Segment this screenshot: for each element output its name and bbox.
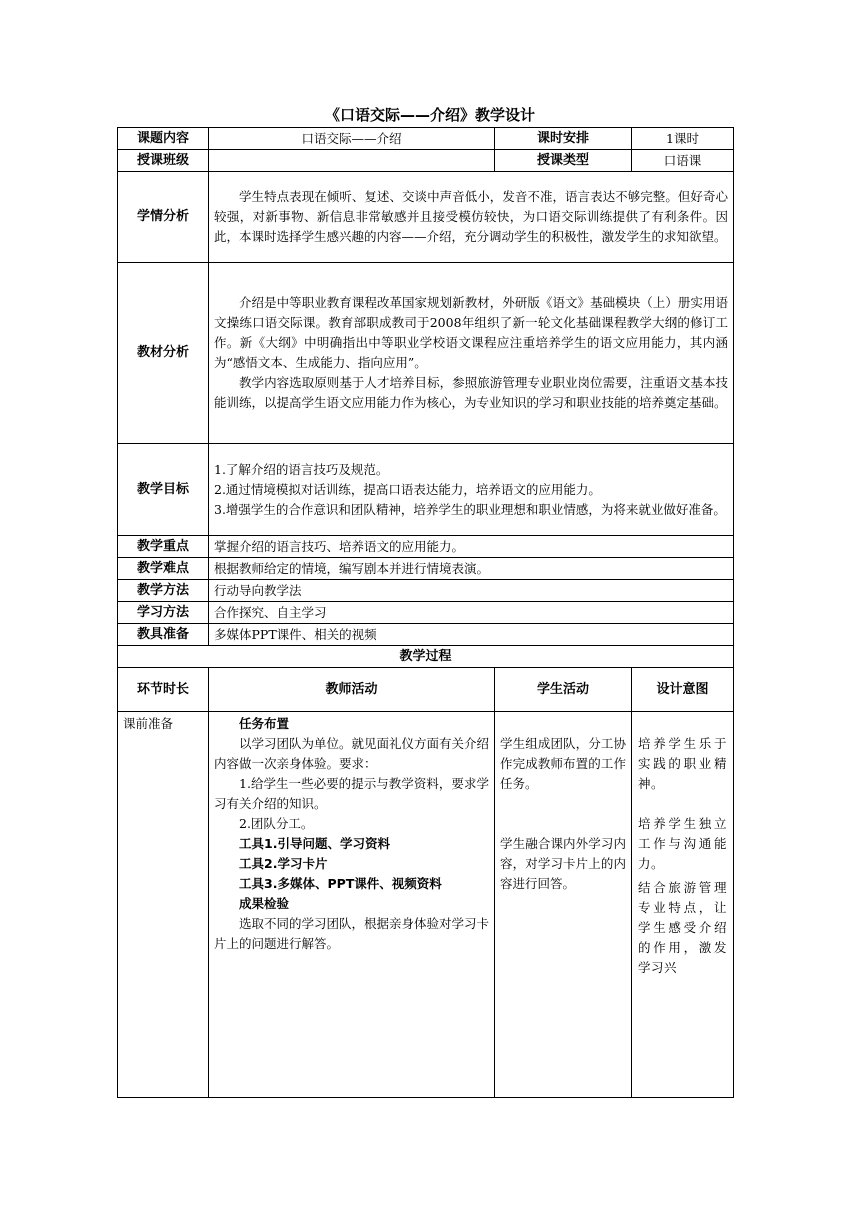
intent-1: 培养学生乐于实践的职业精神。	[638, 736, 727, 791]
intent-2: 培养学生独立工作与沟通能力。	[638, 816, 727, 871]
row-student-analysis	[118, 172, 734, 263]
task-req2: 2.团队分工。	[239, 816, 314, 831]
objectives-label: 教学目标	[118, 444, 209, 536]
student-analysis-cell	[209, 172, 734, 263]
row-material-analysis	[118, 263, 734, 444]
learning-method-label: 学习方法	[118, 602, 209, 624]
objective-item: 1.了解介绍的语言技巧及规范。	[214, 461, 389, 477]
objective-item: 2.通过情境模拟对话训练，提高口语表达能力，培养语文的应用能力。	[214, 481, 601, 497]
col-teacher-header: 教师活动	[209, 668, 495, 712]
class-value	[209, 150, 495, 172]
row-key-point	[118, 536, 734, 558]
method-label: 教学方法	[118, 580, 209, 602]
material-analysis-label: 教材分析	[118, 263, 209, 444]
lesson-plan-table	[117, 127, 734, 1098]
row-materials	[118, 624, 734, 646]
student-analysis-label: 学情分析	[118, 172, 209, 263]
type-value: 口语课	[632, 150, 734, 172]
student-activity-1: 学生组成团队，分工协作完成教师布置的工作任务。	[500, 736, 626, 791]
type-label: 授课类型	[495, 150, 632, 172]
hours-value: 1课时	[632, 128, 734, 150]
check-title: 成果检验	[239, 896, 290, 911]
intent-cell	[632, 712, 734, 1098]
objective-item: 3.增强学生的合作意识和团队精神，培养学生的职业理想和职业情感，为将来就业做好准备。	[214, 501, 726, 517]
materials-value: 多媒体PPT课件、相关的视频	[209, 624, 734, 646]
difficulty-value: 根据教师给定的情境，编写剧本并进行情境表演。	[209, 558, 734, 580]
topic-value: 口语交际——介绍	[209, 128, 495, 150]
row-process-columns	[118, 668, 734, 712]
col-student-header: 学生活动	[495, 668, 632, 712]
tool-3: 工具3.多媒体、PPT课件、视频资料	[239, 876, 442, 891]
key-point-label: 教学重点	[118, 536, 209, 558]
material-analysis-cell	[209, 263, 734, 444]
key-point-value: 掌握介绍的语言技巧、培养语文的应用能力。	[209, 536, 734, 558]
student-activity-cell	[495, 712, 632, 1098]
materials-label: 教具准备	[118, 624, 209, 646]
task-req1: 1.给学生一些必要的提示与教学资料，要求学习有关介绍的知识。	[214, 776, 489, 811]
task-title: 任务布置	[239, 716, 290, 731]
intent-3: 结合旅游管理专业特点，让学生感受介绍的作用，激发学习兴	[638, 880, 727, 975]
teacher-activity-cell	[209, 712, 495, 1098]
row-learning-method	[118, 602, 734, 624]
row-objectives	[118, 444, 734, 536]
class-label: 授课班级	[118, 150, 209, 172]
tool-2: 工具2.学习卡片	[239, 856, 328, 871]
difficulty-label: 教学难点	[118, 558, 209, 580]
method-value: 行动导向教学法	[209, 580, 734, 602]
col-intent-header: 设计意图	[632, 668, 734, 712]
material-analysis-p2: 教学内容选取原则基于人才培养目标，参照旅游管理专业职业岗位需要，注重语文基本技能训练，以提高学生语文应用能力作为核心，为专业知识的学习和职业技能的培养奠定基础。	[214, 375, 728, 410]
row-topic	[118, 128, 734, 150]
row-class	[118, 150, 734, 172]
row-method	[118, 580, 734, 602]
objectives-cell	[209, 444, 734, 536]
document-title: 《口语交际——介绍》教学设计	[324, 106, 535, 124]
topic-label: 课题内容	[118, 128, 209, 150]
col-stage-header: 环节时长	[118, 668, 209, 712]
stage-cell: 课前准备	[118, 712, 209, 1098]
row-process-stage	[118, 712, 734, 1098]
material-analysis-p1: 介绍是中等职业教育课程改革国家规划新教材，外研版《语文》基础模块（上）册实用语文操练口语交际课。教育部职成教司于2008年组织了新一轮文化基础课程教学大纲的修订工作。新《大纲》中明确指出中等职业学校语文课程应注重培养学生的语文应用能力，其内涵为“感悟文本、生成能力、指向应用”。	[214, 295, 728, 370]
row-process-heading	[118, 646, 734, 668]
tool-1: 工具1.引导问题、学习资料	[239, 836, 390, 851]
learning-method-value: 合作探究、自主学习	[209, 602, 734, 624]
check-text: 选取不同的学习团队，根据亲身体验对学习卡片上的问题进行解答。	[214, 916, 490, 951]
hours-label: 课时安排	[495, 128, 632, 150]
process-heading: 教学过程	[118, 646, 734, 668]
task-intro: 以学习团队为单位。就见面礼仪方面有关介绍内容做一次亲身体验。要求：	[214, 736, 490, 771]
student-activity-2: 学生融合课内外学习内容，对学习卡片上的内容进行回答。	[500, 836, 626, 891]
student-analysis-text: 学生特点表现在倾听、复述、交谈中声音低小，发音不准，语言表达不够完整。但好奇心较强，对新事物、新信息非常敏感并且接受模仿较快，为口语交际训练提供了有利条件。因此，本课时选择学生感兴趣的内容——介绍，充分调动学生的积极性，激发学生的求知欲望。	[214, 189, 728, 244]
row-difficulty	[118, 558, 734, 580]
